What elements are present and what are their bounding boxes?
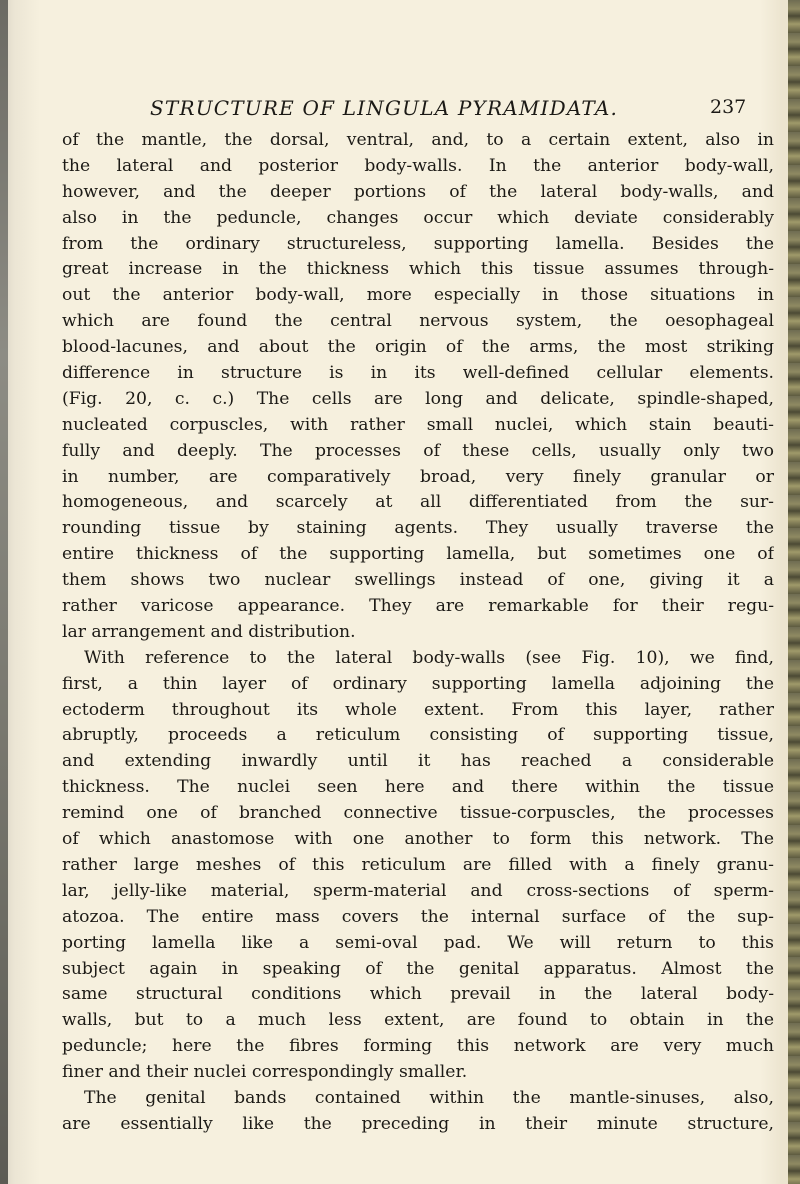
paragraph <box>62 646 774 1086</box>
text-line: (Fig. 20, c. c.) The cells are long and delicate, spindle-shaped, <box>62 388 774 409</box>
text-line: finer and their nuclei correspondingly smaller. <box>62 1062 468 1083</box>
text-line: of which anastomose with one another to form this network. The <box>62 829 774 850</box>
text-line: walls, but to a much less extent, are found to obtain in the <box>62 1010 774 1031</box>
text-line: are essentially like the preceding in their minute structure, <box>62 1113 774 1134</box>
text-line: The genital bands contained within the mantle-sinuses, also, <box>84 1087 774 1108</box>
text-line: peduncle; here the fibres forming this network are very much <box>62 1036 774 1057</box>
text-line: of the mantle, the dorsal, ventral, and, to a certain extent, also in <box>62 130 774 150</box>
text-line: fully and deeply. The processes of these cells, usually only two <box>62 440 774 461</box>
text-line: great increase in the thickness which this tissue assumes through- <box>62 259 774 280</box>
text-line: remind one of branched connective tissue-corpuscles, the processes <box>62 803 774 824</box>
text-line: rather varicose appearance. They are remarkable for their regu- <box>62 596 774 617</box>
text-line: lar, jelly-like material, sperm-material and cross-sections of sperm- <box>62 880 774 901</box>
text-line: in number, are comparatively broad, very finely granular or <box>62 466 774 487</box>
text-line: from the ordinary structureless, supporting lamella. Besides the <box>62 233 774 254</box>
text-line: rather large meshes of this reticulum are filled with a finely granu- <box>62 854 774 875</box>
text-line: abruptly, proceeds a reticulum consisting of supporting tissue, <box>62 725 774 746</box>
text-line: ectoderm throughout its whole extent. From this layer, rather <box>62 699 774 720</box>
text-line: also in the peduncle, changes occur which deviate considerably <box>62 207 774 228</box>
text-line: which are found the central nervous system, the oesophageal <box>62 311 774 332</box>
text-line: blood-lacunes, and about the origin of the arms, the most striking <box>62 337 774 358</box>
paragraph <box>62 128 774 646</box>
page-number: 237 <box>710 96 747 118</box>
text-line: them shows two nuclear swellings instead of one, giving it a <box>62 570 774 591</box>
page-header <box>150 96 750 124</box>
text-line: atozoa. The entire mass covers the internal surface of the sup- <box>62 906 774 927</box>
text-line: With reference to the lateral body-walls (see Fig. 10), we find, <box>84 647 774 668</box>
text-line: subject again in speaking of the genital apparatus. Almost the <box>62 958 774 979</box>
text-line: lar arrangement and distribution. <box>62 621 356 642</box>
text-line: difference in structure is in its well-defined cellular elements. <box>62 363 774 384</box>
text-line: porting lamella like a semi-oval pad. We will return to this <box>62 932 774 953</box>
text-line: homogeneous, and scarcely at all differentiated from the sur- <box>62 492 774 513</box>
text-line: entire thickness of the supporting lamella, but sometimes one of <box>62 544 774 565</box>
text-line: and extending inwardly until it has reached a considerable <box>62 751 774 772</box>
text-line: same structural conditions which prevail in the lateral body- <box>62 984 774 1005</box>
text-line: the lateral and posterior body-walls. In the anterior body-wall, <box>62 155 774 176</box>
body-text <box>62 128 774 1138</box>
text-line: thickness. The nuclei seen here and there within the tissue <box>62 777 774 798</box>
text-line: however, and the deeper portions of the lateral body-walls, and <box>62 181 774 202</box>
text-line: rounding tissue by staining agents. They usually traverse the <box>62 518 774 539</box>
book-binding-edge <box>788 0 800 1184</box>
page-left-edge <box>0 0 8 1184</box>
text-line: first, a thin layer of ordinary supporting lamella adjoining the <box>62 673 774 694</box>
paragraph <box>62 1086 774 1138</box>
running-title: STRUCTURE OF LINGULA PYRAMIDATA. <box>150 96 619 120</box>
text-line: nucleated corpuscles, with rather small nuclei, which stain beauti- <box>62 414 774 435</box>
text-line: out the anterior body-wall, more especially in those situations in <box>62 285 774 306</box>
